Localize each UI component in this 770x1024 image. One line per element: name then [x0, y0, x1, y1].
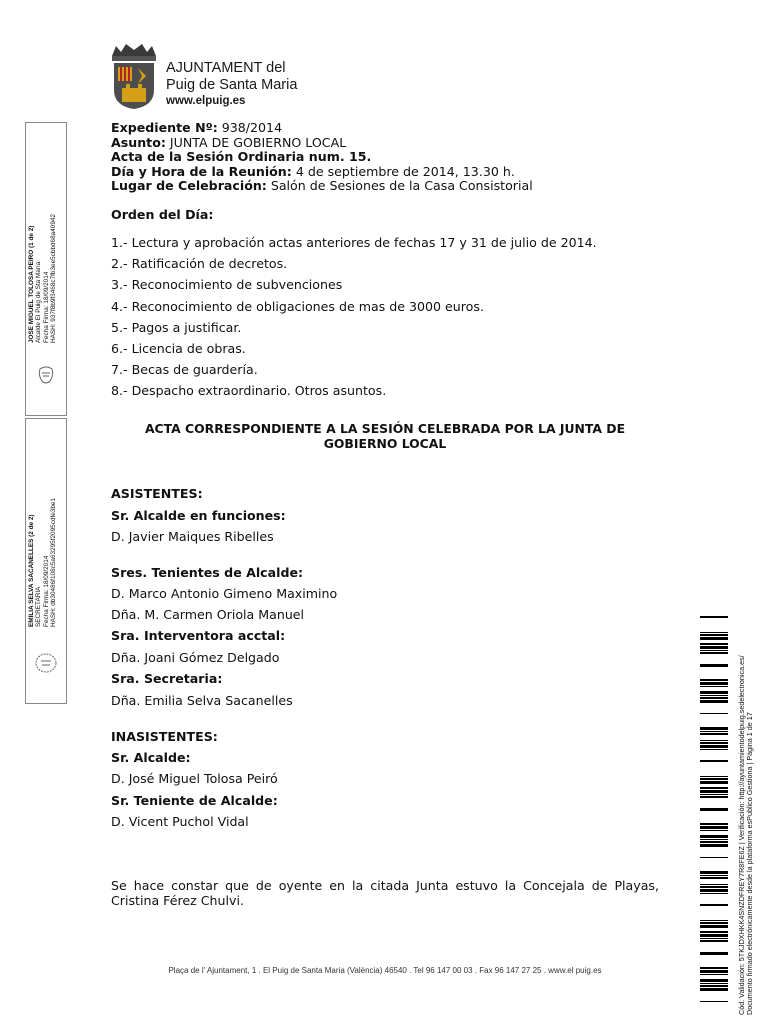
- inasistentes-title: INASISTENTES:: [111, 729, 218, 744]
- teniente-alcalde-name: D. Vicent Puchol Vidal: [111, 814, 249, 829]
- alcalde-label: Sr. Alcalde:: [111, 750, 191, 765]
- validation-line-1: Cód. Validación: 5TKJDXHKK4SNZDFREY7R8FE6Z | Verificación: http://ayuntamientodelpuig.sedelectronica.es/: [737, 655, 746, 1015]
- teniente-alcalde-label: Sr. Teniente de Alcalde:: [111, 793, 278, 808]
- validation-barcode-icon: [700, 610, 728, 1015]
- teniente-name-1: D. Marco Antonio Gimeno Maximino: [111, 586, 338, 601]
- interventora-name: Dña. Joani Gómez Delgado: [111, 650, 280, 665]
- municipal-logo: [108, 42, 308, 112]
- validation-text: [738, 655, 755, 1015]
- tenientes-label: Sres. Tenientes de Alcalde:: [111, 565, 304, 580]
- agenda-list: [111, 235, 597, 405]
- agenda-item: 3.- Reconocimiento de subvenciones: [111, 277, 343, 293]
- teniente-name-2: Dña. M. Carmen Oriola Manuel: [111, 607, 305, 622]
- expediente-line: Expediente Nº: 938/2014: [111, 120, 283, 135]
- agenda-item: 4.- Reconocimiento de obligaciones de mas de 3000 euros.: [111, 298, 484, 314]
- acta-line: Acta de la Sesión Ordinaria num. 15.: [111, 149, 372, 165]
- asistentes-title: ASISTENTES:: [111, 486, 203, 501]
- agenda-item: 5.- Pagos a justificar.: [111, 319, 242, 335]
- org-name-line2: Puig de Santa Maria: [166, 77, 298, 93]
- signature-box-1: [25, 122, 67, 416]
- asunto-line: Asunto: JUNTA DE GOBIERNO LOCAL: [111, 134, 347, 150]
- secretaria-label: Sra. Secretaria:: [111, 671, 223, 686]
- agenda-item: 2.- Ratificación de decretos.: [111, 256, 288, 272]
- website-text: www.elpuig.es: [166, 95, 246, 107]
- acta-section-title: ACTA CORRESPONDIENTE A LA SESIÓN CELEBRADA POR LA JUNTA DE GOBIERNO LOCAL: [144, 421, 626, 451]
- orden-del-dia-title: Orden del Día:: [111, 207, 214, 222]
- secretaria-name: Dña. Emilia Selva Sacanelles: [111, 693, 293, 708]
- oyente-note: Se hace constar que de oyente en la citada Junta estuvo la Concejala de Playas, Cristina Férez Chulvi.: [111, 878, 659, 908]
- signature-box-2: [25, 418, 67, 704]
- signature-seal-icon: [34, 651, 58, 675]
- org-name-line1: AJUNTAMENT del: [166, 60, 286, 76]
- alcalde-funciones-name: D. Javier Maiques Ribelles: [111, 529, 274, 544]
- lugar-line: Lugar de Celebración: Salón de Sesiones de la Casa Consistorial: [111, 178, 533, 194]
- page-footer: Plaça de l' Ajuntament, 1 . El Puig de Santa Maria (València) 46540 . Tel 96 147 00 03 . Fax 96 147 27 25 . www.el puig.es: [168, 966, 602, 975]
- agenda-item: 8.- Despacho extraordinario. Otros asuntos.: [111, 383, 387, 399]
- agenda-item: 1.- Lectura y aprobación actas anteriores de fechas 17 y 31 de julio de 2014.: [111, 235, 597, 250]
- signature-1-text: JOSE MIGUEL TOLOSA PEIRO (1 de 2) Alcalde El Puig de Sta María Fecha Firma: 18/09/2014 HASH: 937f8b9f3468c7fb3ee5cbbd68a40942: [28, 214, 58, 343]
- alcalde-funciones-label: Sr. Alcalde en funciones:: [111, 508, 286, 523]
- agenda-item: 6.- Licencia de obras.: [111, 340, 246, 356]
- agenda-item: 7.- Becas de guardería.: [111, 362, 258, 378]
- signature-seal-icon: [34, 363, 58, 387]
- crest-icon: [108, 42, 160, 110]
- alcalde-name: D. José Miguel Tolosa Peiró: [111, 771, 278, 786]
- validation-line-2: Documento firmado electrónicamente desde la plataforma esPublico Gestiona | Página 1 de 17: [745, 712, 755, 1015]
- document-header: [111, 121, 659, 194]
- signature-2-text: EMILIA SELVA SACANELLES (2 de 2) SECRETARIA Fecha Firma: 18/09/2014 HASH: db30486f108c5a63295f2095cdfe3be1: [28, 498, 58, 627]
- interventora-label: Sra. Interventora acctal:: [111, 628, 286, 643]
- dia-hora-line: Día y Hora de la Reunión: 4 de septiembre de 2014, 13.30 h.: [111, 163, 515, 179]
